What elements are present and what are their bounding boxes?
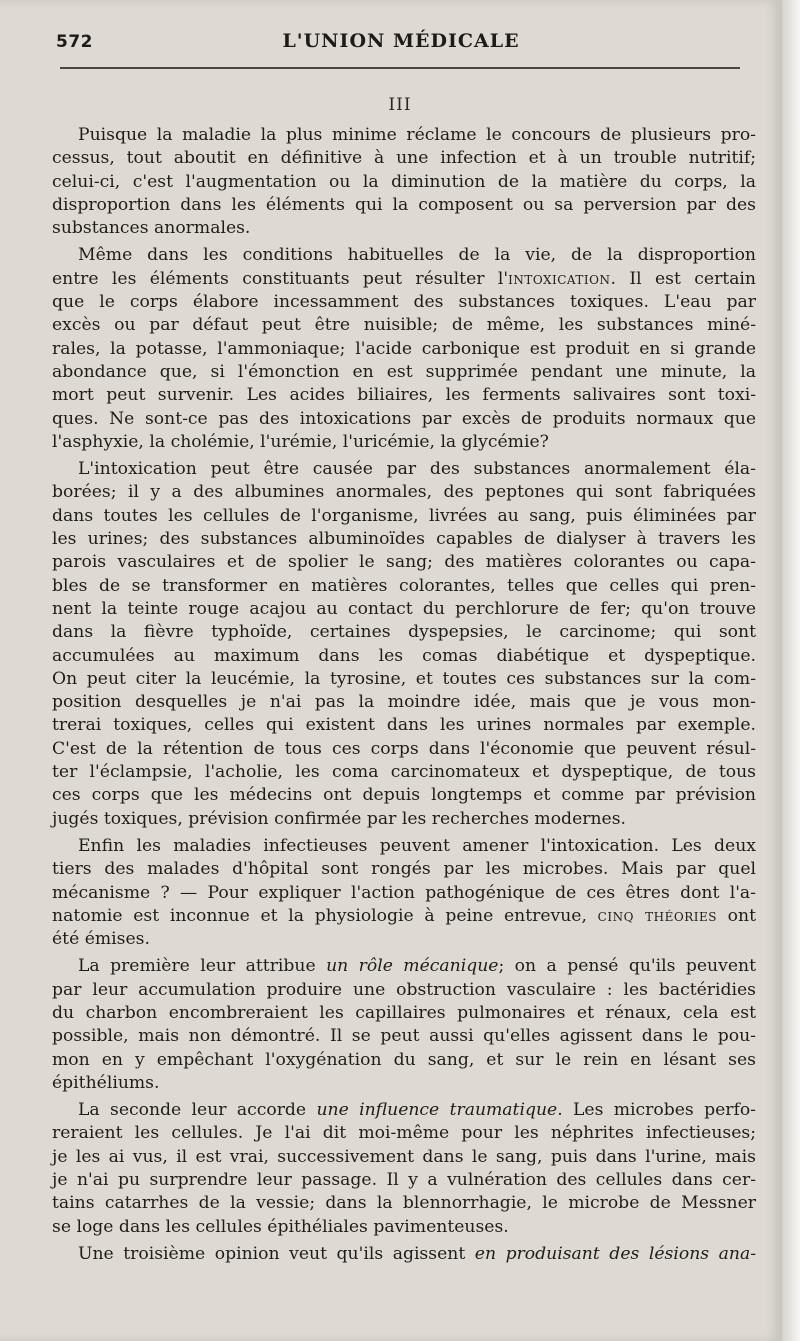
text-line: du charbon encombreraient les capillaires pulmonaires et rénaux, cela est [52, 1002, 756, 1023]
text-line: par leur accumulation produire une obstruction vasculaire : les bactéridies [52, 979, 756, 1000]
running-title: L'UNION MÉDICALE [282, 30, 520, 52]
text-line: les urines; des substances albuminoïdes capables de dialyser à travers les [52, 529, 756, 550]
text-line: abondance que, si l'émonction en est supprimée pendant une minute, la [52, 361, 756, 382]
text-line: se loge dans les cellules épithéliales pavimenteuses. [52, 1216, 509, 1237]
text-line: ques. Ne sont-ce pas des intoxications par excès de produits normaux que [52, 408, 756, 429]
text-line [52, 955, 756, 978]
italic-term: en produisant des lésions ana- [474, 1243, 756, 1264]
page-edge [782, 0, 800, 1341]
text-line: borées; il y a des albumines anormales, des peptones qui sont fabriquées [52, 482, 756, 503]
text-line: trerai toxiques, celles qui existent dans les urines normales par exemple. [52, 715, 756, 736]
text-line: On peut citer la leucémie, la tyrosine, et toutes ces substances sur la com- [52, 668, 756, 689]
section-heading: III [388, 95, 412, 115]
text-line: parois vasculaires et de spolier le sang; des matières colorantes ou capa- [52, 552, 756, 573]
header-rule [60, 67, 740, 69]
text-line: mon en y empêchant l'oxygénation du sang, et sur le rein en lésant ses [52, 1049, 756, 1070]
text-line: dans la fièvre typhoïde, certaines dyspepsies, le carcinome; qui sont [52, 622, 756, 643]
text-line: C'est de la rétention de tous ces corps dans l'économie que peuvent résul- [52, 738, 756, 759]
text-line: été émises. [52, 929, 150, 950]
text-line: Même dans les conditions habituelles de la vie, de la disproportion [78, 245, 756, 266]
paragraph-2 [52, 244, 756, 454]
text-line: mécanisme ? — Pour expliquer l'action pathogénique de ces êtres dont l'a- [52, 882, 756, 903]
text-line: tains catarrhes de la vessie; dans la blennorrhagie, le microbe de Messner [52, 1193, 756, 1214]
text-fragment: ont [727, 905, 756, 926]
text-line: rales, la potasse, l'ammoniaque; l'acide carbonique est produit en si grande [52, 338, 756, 359]
body-text [52, 124, 756, 1266]
text-line: que le corps élabore incessamment des substances toxiques. L'eau par [52, 292, 756, 313]
text-line: jugés toxiques, prévision confirmée par les recherches modernes. [52, 808, 626, 829]
italic-term: un rôle mécanique [326, 956, 499, 977]
text-line [52, 268, 756, 291]
text-line: ces corps que les médecins ont depuis longtemps et comme par prévision [52, 785, 756, 806]
paragraph-7 [52, 1243, 756, 1266]
paragraph-4 [52, 835, 756, 951]
paragraph-5 [52, 955, 756, 1095]
page-number: 572 [56, 32, 93, 52]
text-line: dans toutes les cellules de l'organisme, livrées au sang, puis éliminées par [52, 505, 756, 526]
text-line: disproportion dans les éléments qui la composent ou sa perversion par des [52, 194, 756, 215]
text-fragment: natomie est inconnue et la physiologie à peine entrevue, [52, 905, 587, 926]
text-line: substances anormales. [52, 218, 251, 239]
text-line [52, 1099, 756, 1122]
small-caps-term: cinq théories [597, 905, 717, 926]
text-fragment: Une troisième opinion veut qu'ils agissent [78, 1243, 466, 1264]
text-line: L'intoxication peut être causée par des substances anormalement éla- [78, 459, 756, 480]
text-line: reraient les cellules. Je l'ai dit moi-même pour les néphrites infectieuses; [52, 1123, 756, 1144]
text-fragment: . Les microbes perfo- [557, 1100, 756, 1121]
text-line: accumulées au maximum dans les comas diabétique et dyspeptique. [52, 645, 756, 666]
page-header [52, 30, 750, 60]
text-line: mort peut survenir. Les acides biliaires, les ferments salivaires sont toxi- [52, 385, 756, 406]
text-line [52, 905, 756, 928]
text-line: Enfin les maladies infectieuses peuvent amener l'intoxication. Les deux [78, 835, 756, 856]
text-line [52, 1243, 756, 1266]
paragraph-6 [52, 1099, 756, 1239]
text-line: excès ou par défaut peut être nuisible; de même, les substances miné- [52, 315, 756, 336]
text-fragment: entre les éléments constituants peut résulter l' [52, 268, 509, 289]
small-caps-term: intoxication [508, 268, 611, 289]
text-line: l'asphyxie, la cholémie, l'urémie, l'uricémie, la glycémie? [52, 431, 549, 452]
text-fragment: . Il est certain [610, 268, 757, 289]
paragraph-3 [52, 458, 756, 831]
text-line: bles de se transformer en matières colorantes, telles que celles qui pren- [52, 575, 756, 596]
paragraph-1 [52, 124, 756, 240]
text-line: cessus, tout aboutit en définitive à une infection et à un trouble nutritif; [52, 148, 756, 169]
text-line: épithéliums. [52, 1072, 160, 1093]
text-fragment: La première leur attribue [78, 956, 316, 977]
text-line: celui-ci, c'est l'augmentation ou la diminution de la matière du corps, la [52, 171, 756, 192]
text-line: tiers des malades d'hôpital sont rongés par les microbes. Mais par quel [52, 859, 756, 880]
italic-term: une influence traumatique [316, 1100, 558, 1121]
text-line: position desquelles je n'ai pas la moindre idée, mais que je vous mon- [52, 692, 756, 713]
text-line: Puisque la maladie la plus minime réclame le concours de plusieurs pro- [78, 125, 756, 145]
text-line: je n'ai pu surprendre leur passage. Il y a vulnération des cellules dans cer- [52, 1170, 756, 1191]
text-line: ter l'éclampsie, l'acholie, les coma carcinomateux et dyspeptique, de tous [52, 762, 756, 783]
text-line: possible, mais non démontré. Il se peut aussi qu'elles agissent dans le pou- [52, 1026, 756, 1047]
text-line: nent la teinte rouge acajou au contact du perchlorure de fer; qu'on trouve [52, 598, 756, 619]
text-line: je les ai vus, il est vrai, successivement dans le sang, puis dans l'urine, mais [52, 1146, 756, 1167]
text-fragment: ; on a pensé qu'ils peuvent [498, 956, 756, 977]
text-fragment: La seconde leur accorde [78, 1100, 307, 1121]
